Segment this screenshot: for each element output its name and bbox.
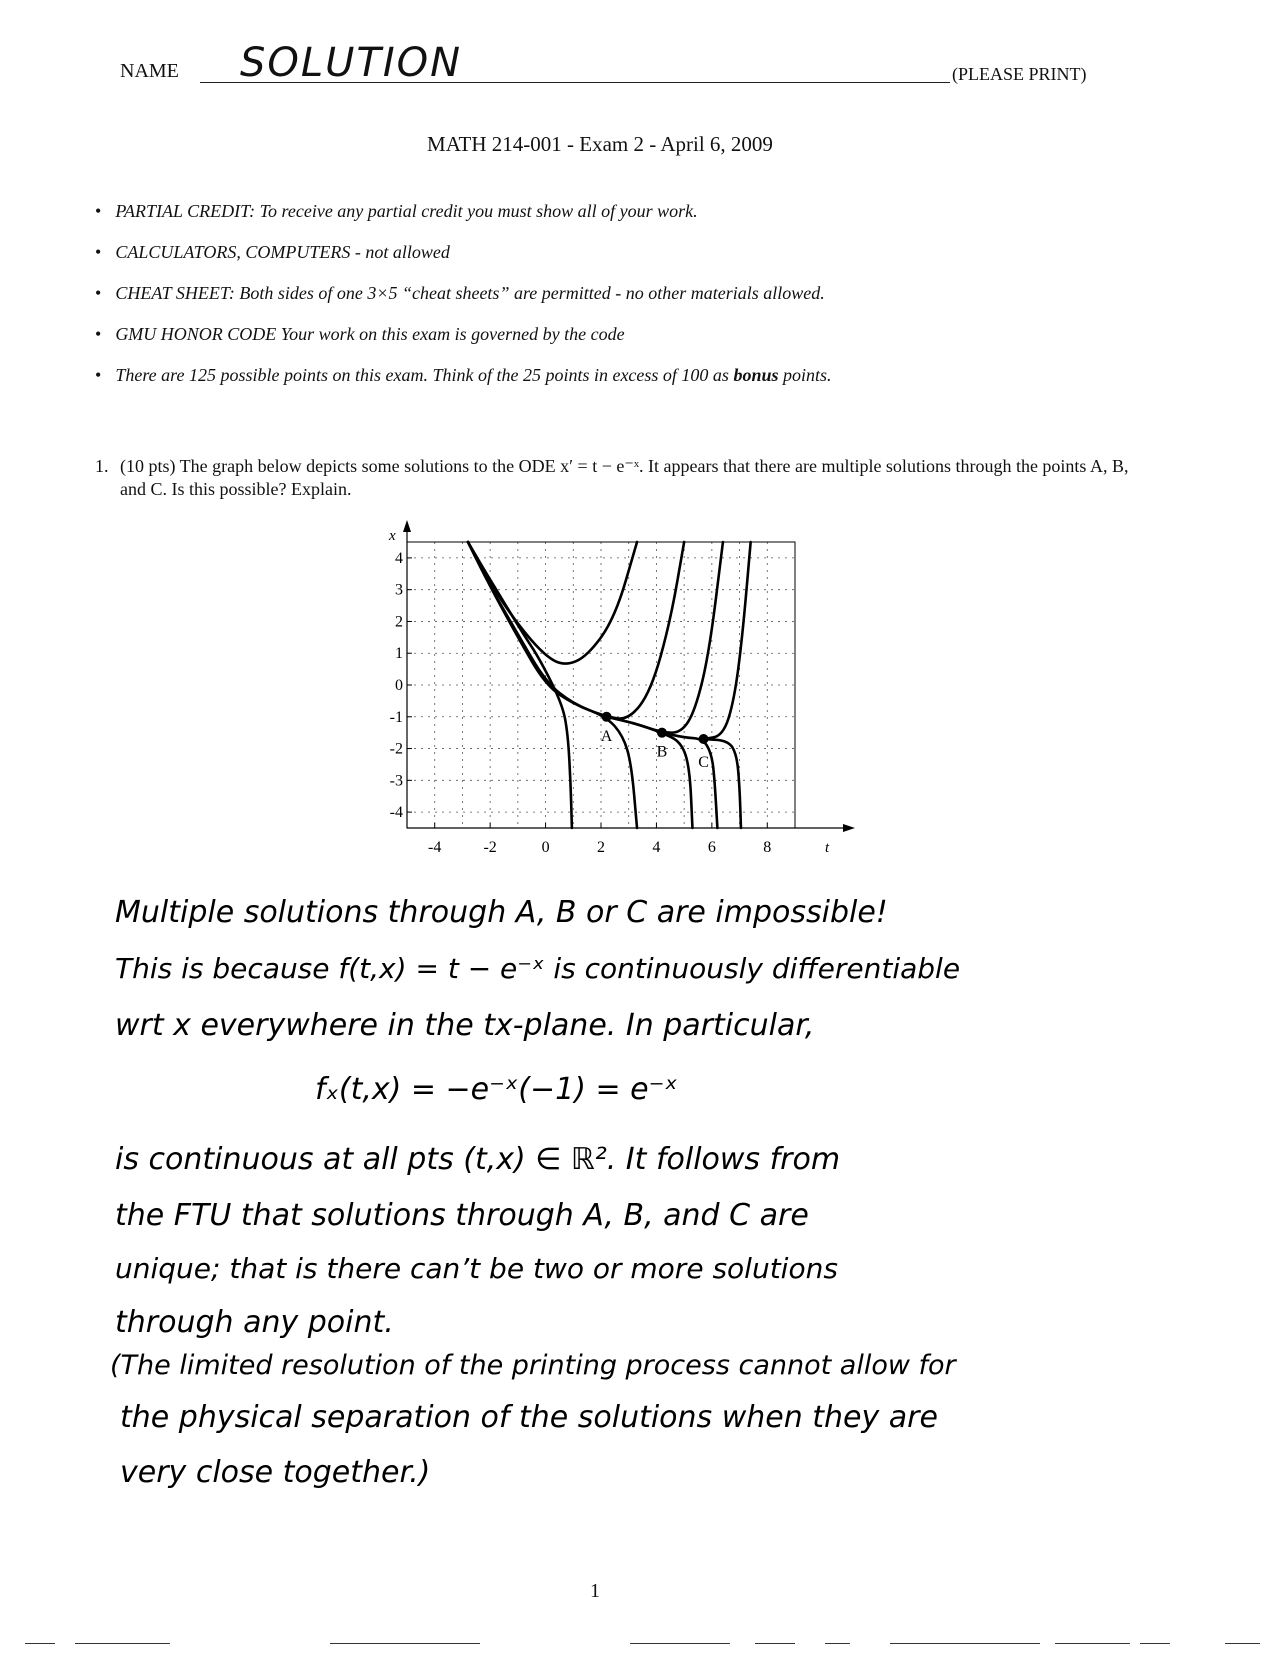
rule-bold: bonus bbox=[733, 365, 779, 385]
exam-title: MATH 214-001 - Exam 2 - April 6, 2009 bbox=[427, 132, 773, 156]
y-tick-label: -4 bbox=[389, 804, 403, 822]
y-tick-label: 2 bbox=[395, 613, 403, 631]
point-marker bbox=[699, 734, 709, 744]
y-tick-label: -1 bbox=[389, 708, 403, 726]
y-tick-label: 1 bbox=[395, 645, 403, 663]
rule-text: points. bbox=[778, 365, 832, 385]
rule-text: PARTIAL CREDIT: To receive any partial credit you must show all of your work. bbox=[115, 201, 698, 221]
footer-rule bbox=[25, 1643, 55, 1644]
footer-rule bbox=[630, 1643, 730, 1644]
x-axis-arrow bbox=[403, 520, 411, 532]
name-value: SOLUTION bbox=[240, 40, 463, 86]
footer-rule bbox=[1055, 1643, 1130, 1644]
point-label: C bbox=[698, 754, 709, 772]
y-tick-label: 4 bbox=[395, 549, 403, 567]
ode-solution-plot bbox=[389, 520, 865, 860]
x-tick-label: 2 bbox=[597, 839, 605, 856]
footer-rule bbox=[75, 1643, 170, 1644]
solution-line: (The limited resolution of the printing process cannot allow for bbox=[110, 1350, 956, 1381]
please-print-label: (PLEASE PRINT) bbox=[952, 64, 1087, 84]
solution-line: the physical separation of the solutions when they are bbox=[120, 1400, 938, 1435]
question-text: (10 pts) The graph below depicts some solutions to the ODE x′ = t − e⁻ˣ. It appears that there are multiple solutions through the points A, B, and C. Is this possible? Explain. bbox=[120, 456, 1129, 499]
footer-rule bbox=[330, 1643, 480, 1644]
name-label: NAME bbox=[120, 60, 179, 82]
point-marker bbox=[657, 728, 667, 738]
t-axis-label: t bbox=[825, 840, 830, 856]
question-number: 1. bbox=[95, 456, 109, 476]
rule-item bbox=[95, 200, 831, 241]
rule-item bbox=[95, 364, 831, 405]
point-label: B bbox=[656, 743, 668, 761]
solution-line: This is because f(t,x) = t − e⁻ˣ is continuously differentiable bbox=[115, 952, 961, 985]
solution-curve bbox=[468, 542, 684, 719]
y-tick-label: -3 bbox=[389, 772, 403, 790]
solution-line: through any point. bbox=[115, 1305, 394, 1340]
solution-line: wrt x everywhere in the tx-plane. In particular, bbox=[115, 1008, 815, 1043]
point-marker bbox=[602, 712, 612, 722]
solution-curve bbox=[468, 542, 637, 664]
solution-line: is continuous at all pts (t,x) ∈ ℝ². It follows from bbox=[115, 1142, 841, 1177]
y-tick-label: -2 bbox=[389, 740, 403, 758]
solution-line: unique; that is there can’t be two or more solutions bbox=[115, 1252, 838, 1285]
page-number: 1 bbox=[590, 1580, 600, 1602]
rule-item bbox=[95, 323, 831, 364]
solution-line: fₓ(t,x) = −e⁻ˣ(−1) = e⁻ˣ bbox=[315, 1072, 678, 1107]
footer-rule bbox=[1140, 1643, 1170, 1644]
point-label: A bbox=[600, 727, 613, 745]
y-tick-label: 3 bbox=[395, 581, 403, 599]
instructions-list bbox=[95, 200, 831, 405]
x-tick-label: 6 bbox=[707, 839, 716, 856]
x-tick-label: -4 bbox=[428, 839, 442, 856]
footer-rule bbox=[1225, 1643, 1260, 1644]
question-1 bbox=[95, 455, 1155, 501]
solution-line: very close together.) bbox=[120, 1455, 431, 1490]
rule-text: CALCULATORS, COMPUTERS - not allowed bbox=[115, 242, 450, 262]
rule-text: There are 125 possible points on this exam. Think of the 25 points in excess of 100 as bbox=[115, 365, 734, 385]
footer-rule bbox=[890, 1643, 1040, 1644]
rule-text: GMU HONOR CODE Your work on this exam is governed by the code bbox=[115, 324, 625, 344]
x-tick-label: 4 bbox=[652, 839, 661, 856]
rule-text: CHEAT SHEET: Both sides of one 3×5 “cheat sheets” are permitted - no other materials allowed. bbox=[115, 283, 825, 303]
x-tick-label: -2 bbox=[483, 839, 497, 856]
x-axis-label: x bbox=[389, 528, 396, 544]
rule-item bbox=[95, 241, 831, 282]
t-axis-arrow bbox=[843, 824, 855, 832]
solution-line: the FTU that solutions through A, B, and C are bbox=[115, 1198, 809, 1233]
footer-rule bbox=[825, 1643, 850, 1644]
y-tick-label: 0 bbox=[395, 677, 403, 694]
rule-item bbox=[95, 282, 831, 323]
footer-rule bbox=[755, 1643, 795, 1644]
solution-line: Multiple solutions through A, B or C are impossible! bbox=[115, 895, 888, 930]
x-tick-label: 8 bbox=[763, 839, 772, 856]
x-tick-label: 0 bbox=[541, 839, 550, 856]
